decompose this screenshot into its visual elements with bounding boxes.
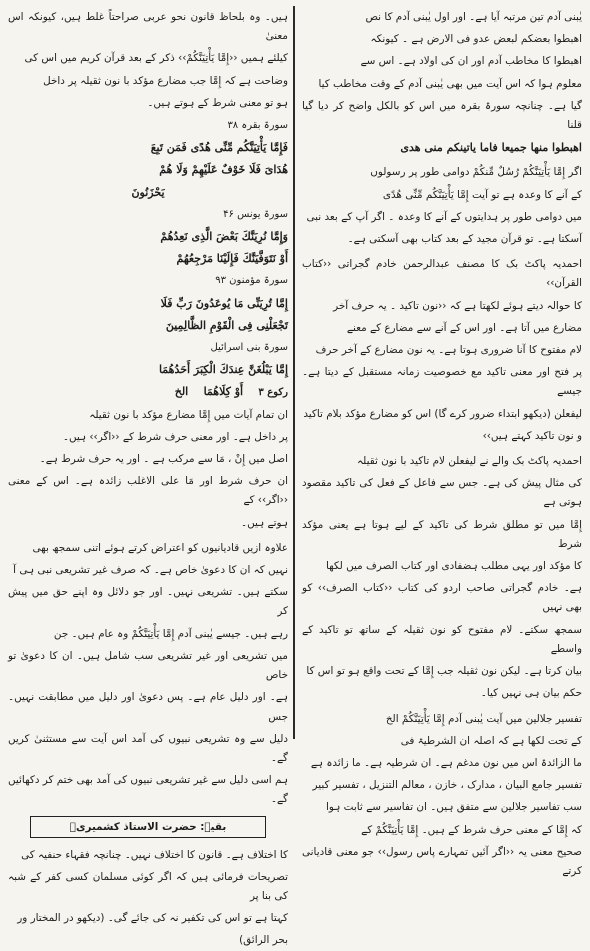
text-line: کے آنے کا وعدہ ہے تو آیت إِمَّا یَأْتِیَنَّكُم مِّنِّی هُدًى xyxy=(382,188,582,201)
ruku-ref: رکوع ۳ xyxy=(258,387,288,399)
text-line: علاوہ ازیں قادیانیوں کو اعتراض کرتے ہوئے اتنی سمجھ بھی xyxy=(32,541,288,554)
right-block3 xyxy=(302,255,582,446)
text-line: کا اختلاف ہے۔ قانون کا اختلاف نہیں۔ چنانچہ فقہاء حنفیہ کی xyxy=(21,848,288,861)
verse-line: فَإِمَّا یَأْتِیَنَّكُم مِّنِّی هُدًى فَمَن تَبِعَ xyxy=(150,141,288,155)
text-line: ان تمام آیات میں إِمَّا مضارع مؤکد با نون ثقیلہ xyxy=(89,408,288,421)
text-line: سمجھ سکتے۔ لام مفتوح کو نون ثقیلہ کے ساتھ تو تاکید کے واسطے xyxy=(302,623,582,655)
text-line: اهبطوا بعضكم لبعض عدو فی الارض ہے ۔ کیونکہ xyxy=(370,33,582,46)
text-line: صحیح معنی یہ ‹‹اگر آئیں تمہارے پاس رسول›› جو معنی قادیانی کرتے xyxy=(302,845,582,877)
verse-line: إِمَّا تُرِیَنِّی مَا یُوعَدُونَ رَبِّ فَلَا xyxy=(160,296,288,310)
text-line: کہ إِمَّا کے معنی حرف شرط کے ہیں۔ إِمَّا یَأْتِیَنَّكُمْ کے xyxy=(361,823,582,836)
verse-line: وَإِمَّا نُرِیَنَّكَ بَعْضَ الَّذِی نَعِدُهُمْ xyxy=(160,230,288,244)
text-line: ہو تو معنی شرط کے ہوتے ہیں۔ xyxy=(147,96,288,109)
text-line: اصل میں إِنْ ، مَا سے مرکب ہے ۔ اور یہ حرف شرط ہے۔ xyxy=(39,453,288,466)
text-line: یٰبنی آدم تین مرتبہ آیا ہے۔ اور اول یٰبنی آدم کا نص xyxy=(365,11,582,23)
column-divider xyxy=(293,6,295,739)
verse-ref: سورۃ یونس ۴۶ xyxy=(223,208,288,220)
text-line: لیفعلن (دیکھو ابتداء ضرور کرے گا) اس کو مضارع مؤکد بلام تاکید xyxy=(303,407,582,420)
verse-line: أَوْ نَتَوَفَّیَنَّكَ فَإِلَیْنَا مَرْجِعُهُمْ xyxy=(176,252,288,266)
continuation-heading: بقیہ: حضرت الاستاذ کشمیریؒ xyxy=(30,816,266,838)
verse-line: إِمَّا یَبْلُغَنَّ عِندَكَ الْكِبَرَ أَحَدُهُمَا xyxy=(158,363,288,377)
text-line: کہتا ہے تو اس کی تکفیر نہ کی جائے گی۔ (دیکھو در المختار ور xyxy=(17,912,288,925)
text-line: لام مفتوح کا آنا ضروری ہوتا ہے۔ یہ نون مضارع کے آخر حرف xyxy=(315,344,582,357)
verse-line: یَحْزَنُونَ xyxy=(131,185,165,199)
verse-block-yunus xyxy=(8,205,288,269)
text-line: احمدیہ پاکٹ بک کا مصنف عبدالرحمن خادم گجراتی ‹‹کتاب القرآن›› xyxy=(302,258,582,290)
left-block3 xyxy=(8,539,288,810)
text-line: ما الزائدۃ اس میں نون مدغم ہے۔ ان شرطیہ ہے۔ ما زائدہ ہے xyxy=(310,756,582,769)
verse-ref: سورۃ بنی اسرائیل xyxy=(210,342,288,354)
verse-line: تَجْعَلْنِی فِی الْقَوْمِ الظَّالِمِینَ xyxy=(165,318,288,332)
right-block2 xyxy=(302,163,582,249)
text-line: کی مثال پیش کی ہے۔ جس سے فاعل کے فعل کی تاکید مقصود ہوتی ہے xyxy=(302,477,582,509)
text-line: معلوم ہوا کہ اس آیت میں بھی یٰبنی آدم کے وقت مخاطب کیا xyxy=(318,77,582,90)
text-line: مضارع میں آتا ہے۔ اور اس کے آنے سے مضارع کے معنے xyxy=(346,321,582,334)
text-line: اهبطوا منها جميعا فاما یاتینکم منی هدی xyxy=(400,141,582,155)
text-line: پر فتح اور معنی تاکید مع خصوصیت زمانہ مستقبل کے دیتا ہے۔ جیسے xyxy=(302,366,582,398)
text-line: کے تحت لکھا ہے کہ اصلہ ان الشرطیۃ فی xyxy=(400,734,582,747)
text-line: ہم اسی دلیل سے غیر تشریعی نبیوں کی آمد بھی ختم کر دکھائیں گے۔ xyxy=(8,774,288,806)
text-line: آسکتا ہے۔ تو قرآن مجید کے بعد کتاب بھی آسکتی ہے۔ xyxy=(347,233,582,246)
text-line: و نون تاکید کہتے ہیں›› xyxy=(482,429,582,442)
text-line: گیا ہے۔ چنانچہ سورۃ بقرہ میں اس کو بالکل واضح کر دیا گیا قلنا xyxy=(302,99,582,132)
text-line: سکتے ہیں۔ تشریعی نہیں۔ اور جو دلائل وہ اپنے حق میں پیش کر xyxy=(8,586,288,618)
verse-line xyxy=(8,382,288,402)
right-column xyxy=(302,8,582,877)
verse-tail: الخ xyxy=(174,385,189,399)
verse-block-bani-israil xyxy=(8,338,288,403)
text-line: ہیں۔ وہ بلحاظ قانون نحو عربی صراحتاً غلط ہیں، کیونکہ اس معنیٰ xyxy=(8,11,288,43)
text-line: تفسیر جامع البیان ، مدارک ، خازن ، معالم التنزیل ، تفسیر کبیر xyxy=(312,779,582,792)
left-block1 xyxy=(8,8,288,113)
text-line: کا حوالہ دیتے ہوئے لکھتا ہے کہ ‹‹نون تاکید ۔ یہ حرف آخر xyxy=(333,299,582,312)
right-block1 xyxy=(302,8,582,157)
left-column xyxy=(8,8,288,947)
verse-text: أَوْ كِلَاهُمَا xyxy=(203,385,244,399)
text-line: ان حرف شرط اور مَا علی الاغلب زائدہ ہے۔ اس کے معنی ‹‹اگر›› کے xyxy=(8,475,288,507)
text-line: ہے۔ خادم گجراتی صاحب اردو کی کتاب ‹‹کتاب الصرف›› کو بھی نہیں xyxy=(302,582,582,614)
verse-line: هُدَایَ فَلَا خَوْفٌ عَلَیْهِمْ وَلَا هُمْ xyxy=(159,163,288,177)
text-line: احمدیہ پاکٹ بک والے نے لیفعلن لام تاکید با نون ثقیلہ xyxy=(357,455,582,468)
text-line: کا مؤکد اور یہی مطلب ہضفادی اور کتاب الصرف میں لکھا xyxy=(325,560,582,573)
text-line: رہے ہیں۔ جیسے یٰبنی آدم إِمَّا یَأْتِیَنَّكُمْ وہ عام ہیں۔ جن xyxy=(53,627,288,640)
right-block5 xyxy=(302,710,582,882)
text-line: میں دوامی طور پر ہدایتوں کے آنے کا وعدہ ۔ اگر آپ کے بعد نبی xyxy=(306,210,582,223)
text-line: اگر إِمَّا یَأْتِیَنَّكُمْ رُسُلٌ مِّنكُمْ دوامی طور پر رسولوں xyxy=(370,166,582,179)
text-line: بحر الرائق) xyxy=(239,934,288,947)
text-line: حکم بیان ہی نہیں کیا۔ xyxy=(480,687,582,700)
text-line: ہوتے ہیں۔ xyxy=(241,516,288,529)
text-line: میں تشریعی اور غیر تشریعی سب شامل ہیں۔ ان کا دعویٰ تو خاص xyxy=(8,649,288,682)
text-line: ہے۔ اور دلیل عام ہے۔ پس دعویٰ اور دلیل میں مطابقت نہیں۔ جس xyxy=(8,691,288,723)
verse-block-muminun xyxy=(8,271,288,335)
left-block2 xyxy=(8,406,288,533)
verse-ref: سورۃ مؤمنون ۹۳ xyxy=(215,275,288,287)
text-line: تصریحات فرمائی ہیں کہ اگر کوئی مسلمان کسی کفر کے شبہ کی بنا پر xyxy=(8,870,288,902)
text-line: إِمَّا میں تو مطلق شرط کی تاکید کے لیے ہوتا ہے یعنی مؤکد شرط xyxy=(302,518,582,550)
text-line: نہیں کہ ان کا دعویٰ خاص ہے۔ کہ صرف غیر تشریعی نبی ہی آ xyxy=(13,564,288,577)
text-line: وضاحت ہے کہ إِمَّا جب مضارع مؤکد با نون ثقیلہ پر داخل xyxy=(43,74,288,87)
text-line: دلیل سے وہ تشریعی نبیوں کی آمد اس آیت سے مستثنیٰ کریں گے۔ xyxy=(8,732,288,764)
text-line: پر داخل ہے۔ اور معنی حرف شرط کے ‹‹اگر›› ہیں۔ xyxy=(62,430,288,443)
verse-ref: سورۃ بقرہ ۳۸ xyxy=(227,120,288,132)
left-block4 xyxy=(8,846,288,951)
text-line: سب تفاسیر جلالین سے متفق ہیں۔ ان تفاسیر سے ثابت ہوا xyxy=(326,801,582,814)
text-line: تفسیر جلالین میں آیت یٰبنی آدم إِمَّا یَأْتِیَنَّكُمْ الخ xyxy=(385,712,582,725)
verse-block-baqarah xyxy=(8,116,288,202)
text-line: بیان کرتا ہے۔ لیکن نون ثقیلہ جب إِمَّا کے تحت واقع ہو تو اس کا xyxy=(306,665,582,678)
right-block4 xyxy=(302,452,582,703)
text-line: اهبطوا کا مخاطب آدم اور ان کی اولاد ہے۔ اس سے xyxy=(360,55,582,68)
text-line: کیلئے ہمیں ‹‹إِمَّا یَأْتِیَنَّكُمْ›› ذکر کے بعد قرآن کریم میں اس کی xyxy=(24,52,288,65)
